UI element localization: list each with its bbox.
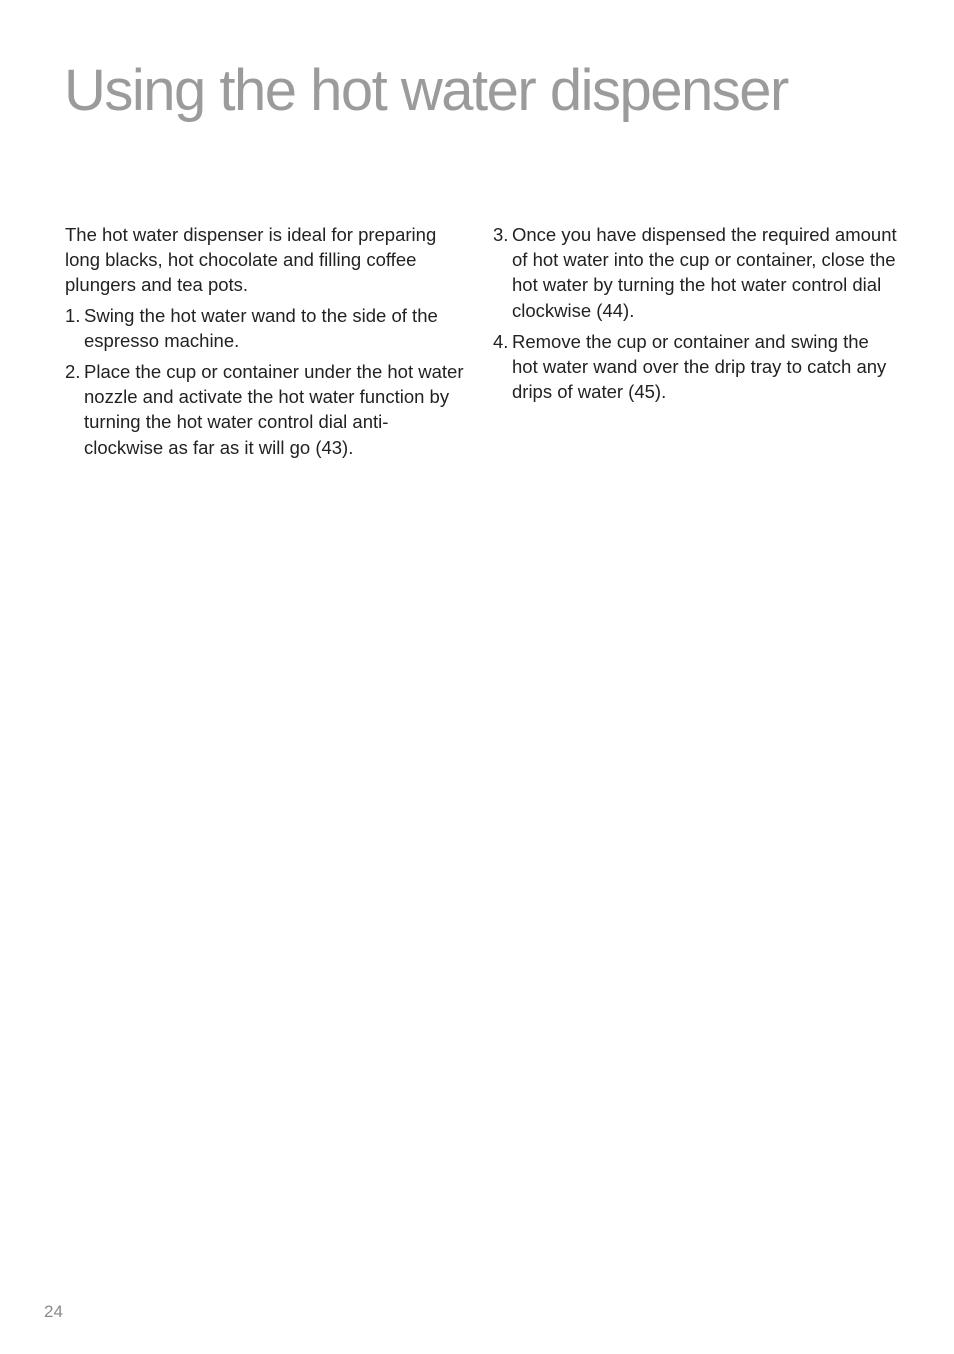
step-text: Once you have dispensed the required amount of hot water into the cup or container, close the hot water by turning the hot water control dial clockwise (44). [512, 224, 897, 321]
right-column [493, 222, 898, 410]
step-text: Place the cup or container under the hot water nozzle and activate the hot water function by turning the hot water control dial anti-clockwise as far as it will go (43). [84, 361, 464, 458]
step-text: Remove the cup or container and swing the hot water wand over the drip tray to catch any drips of water (45). [512, 330, 887, 403]
step-item-3 [493, 222, 898, 323]
step-text: Swing the hot water wand to the side of the espresso machine. [84, 304, 438, 351]
page-title: Using the hot water dispenser [64, 58, 788, 123]
step-item-4 [493, 329, 898, 405]
intro-paragraph: The hot water dispenser is ideal for preparing long blacks, hot chocolate and filling coffee plungers and tea pots. [65, 224, 437, 296]
step-number: 2. [65, 361, 81, 383]
step-number: 3. [493, 224, 509, 245]
step-item-2 [65, 359, 465, 460]
step-number: 1. [65, 304, 81, 326]
step-number: 4. [493, 330, 509, 352]
step-item-1 [65, 303, 465, 353]
page-number: 24 [44, 1302, 63, 1321]
left-column [65, 222, 465, 466]
